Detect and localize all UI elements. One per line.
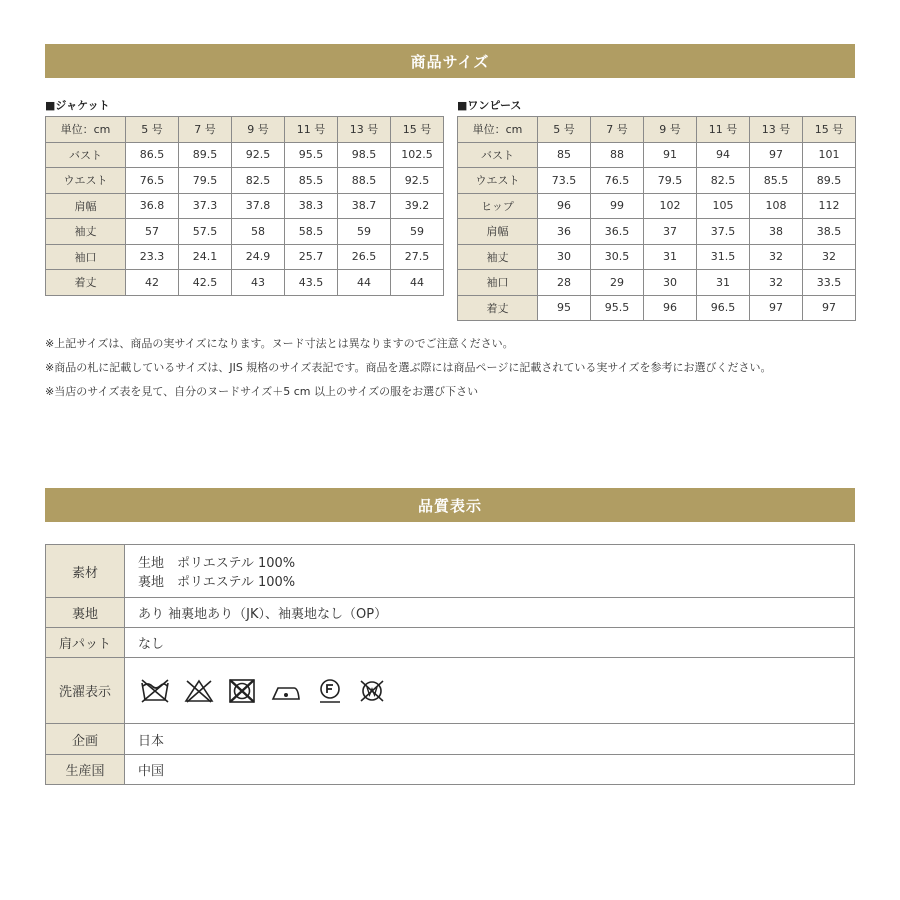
size-cell: 98.5 bbox=[338, 142, 391, 168]
size-row-label: バスト bbox=[458, 142, 538, 168]
quality-row-plan bbox=[46, 724, 855, 755]
size-section-title: 商品サイズ bbox=[410, 52, 490, 71]
size-cell: 73.5 bbox=[538, 168, 591, 194]
size-row bbox=[458, 142, 856, 168]
size-cell: 29 bbox=[591, 270, 644, 296]
size-note: ※商品の札に記載しているサイズは、JIS 規格のサイズ表記です。商品を選ぶ際には商品ページに記載されている実サイズを参考にお選びください。 bbox=[45, 361, 772, 374]
no-tumble-dry-icon bbox=[228, 678, 256, 704]
size-cell: 59 bbox=[338, 219, 391, 245]
size-cell: 37 bbox=[644, 219, 697, 245]
size-cell: 99 bbox=[591, 193, 644, 219]
size-cell: 85 bbox=[538, 142, 591, 168]
size-cell: 44 bbox=[338, 270, 391, 296]
size-cell: 31 bbox=[697, 270, 750, 296]
size-cell: 28 bbox=[538, 270, 591, 296]
size-header-row bbox=[458, 117, 856, 143]
size-header-cell: 7 号 bbox=[591, 117, 644, 143]
size-cell: 105 bbox=[697, 193, 750, 219]
size-cell: 97 bbox=[750, 295, 803, 321]
size-header-cell: 7 号 bbox=[179, 117, 232, 143]
size-header-cell: 15 号 bbox=[803, 117, 856, 143]
size-cell: 102 bbox=[644, 193, 697, 219]
size-header-cell: 5 号 bbox=[538, 117, 591, 143]
quality-key: 生産国 bbox=[46, 755, 125, 785]
size-row bbox=[458, 295, 856, 321]
size-cell: 37.5 bbox=[697, 219, 750, 245]
size-cell: 32 bbox=[750, 270, 803, 296]
size-row bbox=[46, 270, 444, 296]
size-cell: 96.5 bbox=[697, 295, 750, 321]
size-cell: 26.5 bbox=[338, 244, 391, 270]
size-row-label: 袖口 bbox=[46, 244, 126, 270]
quality-row-origin bbox=[46, 755, 855, 785]
quality-key: 素材 bbox=[46, 545, 125, 598]
size-cell: 42.5 bbox=[179, 270, 232, 296]
size-cell: 36.8 bbox=[126, 193, 179, 219]
size-cell: 86.5 bbox=[126, 142, 179, 168]
size-cell: 24.1 bbox=[179, 244, 232, 270]
size-row bbox=[458, 244, 856, 270]
size-row-label: 袖丈 bbox=[46, 219, 126, 245]
size-cell: 38.5 bbox=[803, 219, 856, 245]
quality-value: 中国 bbox=[125, 755, 855, 785]
size-cell: 42 bbox=[126, 270, 179, 296]
size-cell: 31.5 bbox=[697, 244, 750, 270]
quality-value: なし bbox=[125, 628, 855, 658]
size-cell: 36 bbox=[538, 219, 591, 245]
size-cell: 58 bbox=[232, 219, 285, 245]
size-cell: 89.5 bbox=[803, 168, 856, 194]
size-row bbox=[46, 168, 444, 194]
size-cell: 101 bbox=[803, 142, 856, 168]
size-row-label: バスト bbox=[46, 142, 126, 168]
material-line: 生地 ポリエステル 100% bbox=[138, 556, 296, 571]
size-cell: 57 bbox=[126, 219, 179, 245]
size-cell: 76.5 bbox=[126, 168, 179, 194]
size-cell: 39.2 bbox=[391, 193, 444, 219]
quality-section-title: 品質表示 bbox=[417, 496, 482, 515]
size-cell: 30.5 bbox=[591, 244, 644, 270]
size-cell: 36.5 bbox=[591, 219, 644, 245]
size-cell: 30 bbox=[644, 270, 697, 296]
material-line: 裏地 ポリエステル 100% bbox=[138, 575, 296, 590]
size-header-cell: 単位：cm bbox=[46, 117, 126, 143]
size-header-cell: 9 号 bbox=[232, 117, 285, 143]
iron-low-icon bbox=[270, 678, 302, 704]
size-header-cell: 13 号 bbox=[750, 117, 803, 143]
size-cell: 32 bbox=[803, 244, 856, 270]
size-cell: 88 bbox=[591, 142, 644, 168]
size-cell: 76.5 bbox=[591, 168, 644, 194]
size-row-label: 肩幅 bbox=[458, 219, 538, 245]
size-cell: 31 bbox=[644, 244, 697, 270]
quality-value: 日本 bbox=[125, 724, 855, 755]
size-cell: 59 bbox=[391, 219, 444, 245]
size-row-label: 袖丈 bbox=[458, 244, 538, 270]
size-cell: 27.5 bbox=[391, 244, 444, 270]
size-cell: 85.5 bbox=[285, 168, 338, 194]
size-cell: 57.5 bbox=[179, 219, 232, 245]
size-row bbox=[458, 219, 856, 245]
size-cell: 97 bbox=[750, 142, 803, 168]
size-cell: 37.3 bbox=[179, 193, 232, 219]
size-note: ※当店のサイズ表を見て、自分のヌードサイズ＋5 cm 以上のサイズの服をお選び下さい bbox=[45, 385, 479, 398]
no-bleach-icon bbox=[184, 678, 214, 704]
size-cell: 91 bbox=[644, 142, 697, 168]
size-cell: 38.3 bbox=[285, 193, 338, 219]
size-section-banner bbox=[45, 44, 855, 78]
size-row-label: 肩幅 bbox=[46, 193, 126, 219]
size-row bbox=[458, 270, 856, 296]
onepiece-label: ■ワンピース bbox=[457, 99, 522, 112]
size-row-label: ウエスト bbox=[458, 168, 538, 194]
size-cell: 92.5 bbox=[232, 142, 285, 168]
size-header-row bbox=[46, 117, 444, 143]
quality-key: 企画 bbox=[46, 724, 125, 755]
size-row-label: ウエスト bbox=[46, 168, 126, 194]
size-header-cell: 11 号 bbox=[697, 117, 750, 143]
quality-key: 肩パット bbox=[46, 628, 125, 658]
size-cell: 85.5 bbox=[750, 168, 803, 194]
size-cell: 97 bbox=[803, 295, 856, 321]
size-header-cell: 13 号 bbox=[338, 117, 391, 143]
size-cell: 24.9 bbox=[232, 244, 285, 270]
size-cell: 37.8 bbox=[232, 193, 285, 219]
size-cell: 30 bbox=[538, 244, 591, 270]
no-wet-clean-icon bbox=[358, 678, 386, 704]
no-washing-icon bbox=[140, 678, 170, 704]
quality-row-shoulder-pad bbox=[46, 628, 855, 658]
size-row-label: ヒップ bbox=[458, 193, 538, 219]
size-cell: 108 bbox=[750, 193, 803, 219]
size-cell: 89.5 bbox=[179, 142, 232, 168]
size-cell: 96 bbox=[538, 193, 591, 219]
quality-table bbox=[45, 544, 855, 785]
size-cell: 95.5 bbox=[285, 142, 338, 168]
size-row bbox=[46, 244, 444, 270]
size-cell: 82.5 bbox=[697, 168, 750, 194]
size-note: ※上記サイズは、商品の実サイズになります。ヌード寸法とは異なりますのでご注意ください。 bbox=[45, 337, 514, 350]
size-cell: 79.5 bbox=[644, 168, 697, 194]
size-header-cell: 11 号 bbox=[285, 117, 338, 143]
size-cell: 94 bbox=[697, 142, 750, 168]
size-cell: 82.5 bbox=[232, 168, 285, 194]
size-header-cell: 9 号 bbox=[644, 117, 697, 143]
size-cell: 25.7 bbox=[285, 244, 338, 270]
size-row-label: 着丈 bbox=[46, 270, 126, 296]
size-cell: 58.5 bbox=[285, 219, 338, 245]
care-symbols bbox=[138, 678, 841, 704]
size-row bbox=[46, 219, 444, 245]
quality-key: 裏地 bbox=[46, 598, 125, 628]
quality-value bbox=[125, 545, 855, 598]
quality-row-care bbox=[46, 658, 855, 724]
size-cell: 79.5 bbox=[179, 168, 232, 194]
quality-section-banner bbox=[45, 488, 855, 522]
quality-row-material bbox=[46, 545, 855, 598]
size-cell: 43 bbox=[232, 270, 285, 296]
onepiece-size-table bbox=[457, 116, 856, 321]
size-row bbox=[46, 142, 444, 168]
jacket-size-table bbox=[45, 116, 444, 296]
size-cell: 92.5 bbox=[391, 168, 444, 194]
size-row-label: 着丈 bbox=[458, 295, 538, 321]
quality-key: 洗濯表示 bbox=[46, 658, 125, 724]
size-cell: 102.5 bbox=[391, 142, 444, 168]
size-row bbox=[458, 193, 856, 219]
size-cell: 88.5 bbox=[338, 168, 391, 194]
size-header-cell: 5 号 bbox=[126, 117, 179, 143]
size-header-cell: 単位：cm bbox=[458, 117, 538, 143]
size-header-cell: 15 号 bbox=[391, 117, 444, 143]
size-cell: 95 bbox=[538, 295, 591, 321]
size-cell: 32 bbox=[750, 244, 803, 270]
jacket-label: ■ジャケット bbox=[45, 99, 110, 112]
size-cell: 95.5 bbox=[591, 295, 644, 321]
size-cell: 112 bbox=[803, 193, 856, 219]
size-cell: 38 bbox=[750, 219, 803, 245]
size-cell: 23.3 bbox=[126, 244, 179, 270]
size-cell: 33.5 bbox=[803, 270, 856, 296]
quality-value: あり 袖裏地あり（JK）、袖裏地なし（OP） bbox=[125, 598, 855, 628]
size-row bbox=[458, 168, 856, 194]
size-cell: 44 bbox=[391, 270, 444, 296]
size-cell: 96 bbox=[644, 295, 697, 321]
dry-clean-f-icon bbox=[316, 678, 344, 704]
size-row-label: 袖口 bbox=[458, 270, 538, 296]
quality-row-lining bbox=[46, 598, 855, 628]
size-cell: 38.7 bbox=[338, 193, 391, 219]
size-notes bbox=[45, 337, 771, 409]
quality-value bbox=[125, 658, 855, 724]
size-cell: 43.5 bbox=[285, 270, 338, 296]
size-row bbox=[46, 193, 444, 219]
